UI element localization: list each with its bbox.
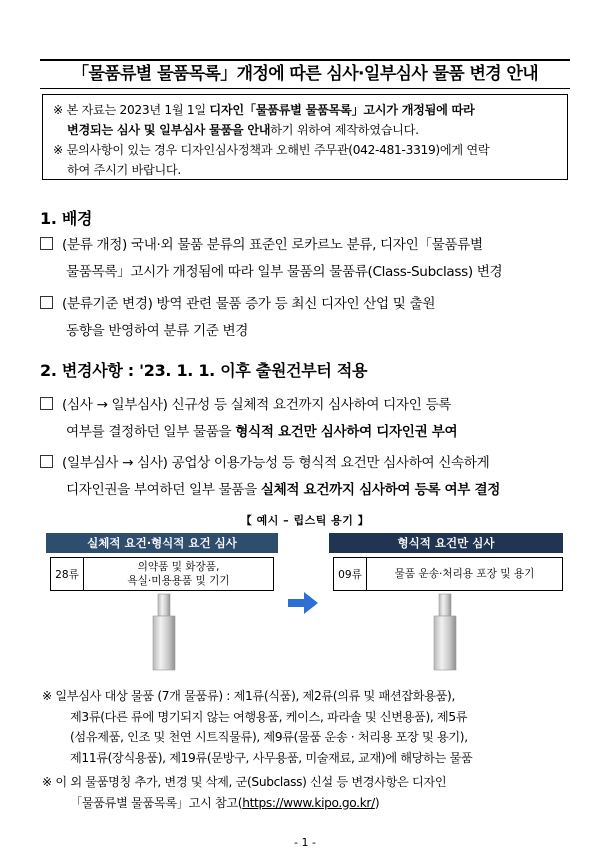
notice-box xyxy=(42,94,568,180)
page-title: 「물품류별 물품목록」개정에 따른 심사·일부심사 물품 변경 안내 xyxy=(71,64,539,84)
note-1-line1: ※ 일부심사 대상 물품 (7개 물품류) : 제1류(식품), 제2류(의류 및 패션잡화용품), xyxy=(42,689,455,703)
notice-line3: ※ 문의사항이 있는 경우 디자인심사정책과 오해빈 주무관(042-481-3319)에게 연락 xyxy=(53,143,490,157)
page-number: - 1 - xyxy=(294,836,316,849)
example-right-class: 09류 xyxy=(334,558,367,590)
checkbox-icon xyxy=(40,455,53,468)
note-1 xyxy=(42,686,572,768)
section1-heading: 1. 배경 xyxy=(40,209,93,228)
notice-line4: 하여 주시기 바랍니다. xyxy=(67,163,181,177)
checkbox-icon xyxy=(40,237,53,250)
section2-item1-line2-a: 여부를 결정하던 일부 물품을 xyxy=(66,424,236,440)
note-2-line2-b: ) xyxy=(374,795,380,810)
arrow-right-icon xyxy=(288,592,318,614)
checkbox-icon xyxy=(40,397,53,410)
example-left-header: 실체적 요건·형식적 요건 심사 xyxy=(46,533,278,553)
section1-item1-line1: (분류 개정) 국내·외 물품 분류의 표준인 로카르노 분류, 디자인「물품류별 xyxy=(62,237,483,253)
notice-line2-b: 하기 위하여 제작하였습니다. xyxy=(270,123,419,137)
section2-heading: 2. 변경사항 : '23. 1. 1. 이후 출원건부터 적용 xyxy=(40,361,368,380)
example-left-row xyxy=(50,557,274,591)
notice-line1-a: ※ 본 자료는 2023년 1월 1일 xyxy=(53,103,210,117)
section1-item1-line2: 물품목록」고시가 개정됨에 따라 일부 물품의 물품류(Class-Subclass) 변경 xyxy=(66,264,503,280)
example-left-item xyxy=(84,558,273,590)
section1-item2-line1: (분류기준 변경) 방역 관련 물품 증가 등 최신 디자인 산업 및 출원 xyxy=(62,296,436,312)
note-1-line3: (섬유제품, 인조 및 천연 시트직물류), 제9류(물품 운송 · 처리용 포장 및 용기), xyxy=(70,730,468,744)
section1-item2-line2: 동향을 반영하여 분류 기준 변경 xyxy=(66,323,249,339)
example-left-item-line1: 의약품 및 화장품, xyxy=(137,561,220,573)
kipo-link[interactable]: https://www.kipo.go.kr/ xyxy=(242,795,375,810)
section2-item2 xyxy=(40,450,572,504)
note-1-line2: 제3류(다른 류에 명기되지 않는 여행용품, 케이스, 파라솔 및 신변용품), 제5류 xyxy=(70,709,468,724)
example-caption: 【 예시 – 립스틱 용기 】 xyxy=(240,514,370,527)
example-left-item-line2: 욕실·미용용품 및 기기 xyxy=(127,575,230,587)
checkbox-icon xyxy=(40,296,53,309)
note-2 xyxy=(42,772,572,813)
example-right-header: 형식적 요건만 심사 xyxy=(329,533,563,553)
example-right-item: 물품 운송·처리용 포장 및 용기 xyxy=(394,568,535,580)
section1-item2 xyxy=(40,291,572,345)
section2-item1 xyxy=(40,392,572,446)
example-right-row xyxy=(333,557,563,591)
note-1-line4: 제11류(장식용품), 제19류(문방구, 사무용품, 미술재료, 교재)에 해당하는 물품 xyxy=(70,750,473,765)
notice-line1-b: 디자인「물품류별 물품목록」고시가 개정됨에 따라 xyxy=(209,103,475,117)
note-2-line1: ※ 이 외 물품명칭 추가, 변경 및 삭제, 군(Subclass) 신설 등 변경사항은 디자인 xyxy=(42,775,447,789)
section2-item2-line2-a: 디자인권을 부여하던 일부 물품을 xyxy=(66,482,261,498)
section1-item1 xyxy=(40,232,572,286)
example-left-class: 28류 xyxy=(51,558,84,590)
section2-item2-line2-b: 실체적 요건까지 심사하여 등록 여부 결정 xyxy=(260,482,501,498)
section2-item1-line1: (심사 → 일부심사) 신규성 등 실체적 요건까지 심사하여 디자인 등록 xyxy=(62,397,452,413)
lipstick-container-image-right xyxy=(425,592,465,672)
note-2-line2-a: 「물품류별 물품목록」고시 참고( xyxy=(70,795,243,810)
section2-item1-line2-b: 형식적 요건만 심사하여 디자인권 부여 xyxy=(235,424,458,440)
section2-item2-line1: (일부심사 → 심사) 공업상 이용가능성 등 형식적 요건만 심사하여 신속하게 xyxy=(62,455,490,471)
notice-line2-a: 변경되는 심사 및 일부심사 물품을 안내 xyxy=(67,123,271,137)
lipstick-container-image-left xyxy=(144,592,184,672)
title-rule-bottom xyxy=(40,88,570,89)
